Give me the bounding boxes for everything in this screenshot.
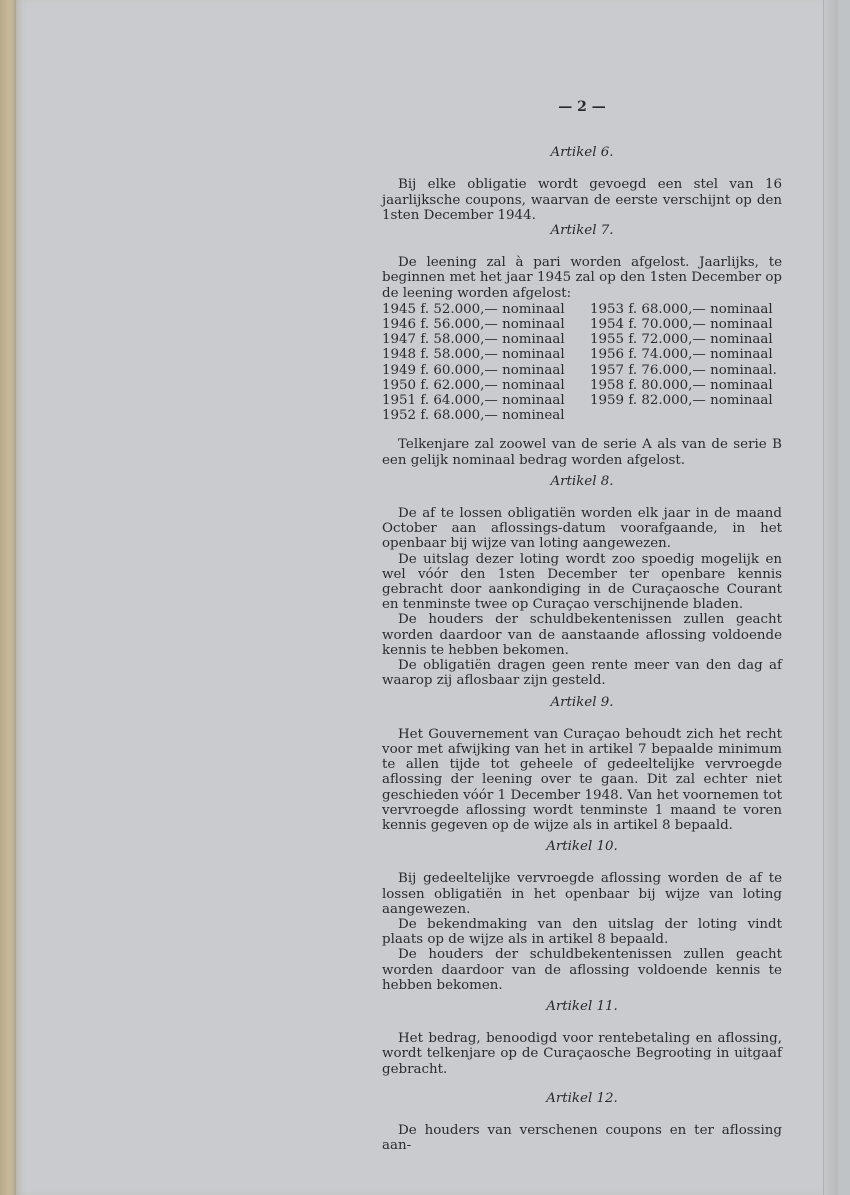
schedule-row: 1945 f. 52.000,— nominaal	[382, 301, 565, 317]
article-7-closing: Telkenjare zal zoowel van de serie A als van de serie B een gelijk nominaal bedrag worden afgelost.	[382, 437, 782, 468]
book-spine-edge	[0, 0, 14, 1195]
article-10-paragraph: Bij gedeeltelijke vervroegde aflossing worden de af te lossen obligatiën in het openbaar bij wijze van loting aangewezen.	[382, 871, 782, 917]
article-8-paragraph: De houders der schuldbekentenissen zullen geacht worden daardoor van de aanstaande aflossing voldoende kennis te hebben bekomen.	[382, 612, 782, 658]
schedule-row: 1958 f. 80.000,— nominaal	[590, 377, 773, 393]
article-11-paragraph: Het bedrag, benoodigd voor rentebetaling en aflossing, wordt telkenjare op de Curaçaosche Begrooting in uitgaaf gebracht.	[382, 1031, 782, 1077]
schedule-row: 1952 f. 68.000,— nomineal	[382, 408, 565, 424]
article-8-paragraph: De obligatiën dragen geen rente meer van den dag af waarop zij aflosbaar zijn gesteld.	[382, 658, 782, 689]
article-7-paragraph: De leening zal à pari worden afgelost. Jaarlijks, te beginnen met het jaar 1945 zal op den 1sten December op de leening worden afgelost:	[382, 255, 782, 301]
article-10-paragraph: De bekendmaking van den uitslag der loting vindt plaats op de wijze als in artikel 8 bepaald.	[382, 916, 782, 948]
schedule-row: 1949 f. 60.000,— nominaal	[382, 362, 565, 378]
article-6-heading: Artikel 6.	[550, 145, 614, 161]
schedule-column-right	[578, 302, 782, 424]
article-12-paragraph: De houders van verschenen coupons en ter aflossing aan-	[382, 1122, 782, 1154]
article-8-heading: Artikel 8.	[550, 473, 614, 489]
article-8-paragraph: De af te lossen obligatiën worden elk jaar in de maand October aan aflossings-datum voorafgaande, in het openbaar bij wijze van loting aangewezen.	[382, 506, 782, 552]
article-6-paragraph: Bij elke obligatie wordt gevoegd een stel van 16 jaarlijksche coupons, waarvan de eerste verschijnt op den 1sten December 1944.	[382, 177, 782, 223]
article-10-heading: Artikel 10.	[546, 839, 618, 855]
schedule-row: 1954 f. 70.000,— nominaal	[590, 317, 773, 333]
schedule-row: 1953 f. 68.000,— nominaal	[590, 301, 773, 317]
article-12-heading: Artikel 12.	[546, 1090, 618, 1106]
schedule-row: 1948 f. 58.000,— nominaal	[382, 347, 565, 363]
article-9-paragraph: Het Gouvernement van Curaçao behoudt zich het recht voor met afwijking van het in artikel 7 bepaalde minimum te allen tijde tot geheele of gedeeltelijke vervroegde aflossing der leening over te gaan. Dit zal echter niet geschieden vóór 1 December 1948. Van het voornemen tot vervroegde aflossing wordt tenminste 1 maand te voren kennis gegeven op de wijze als in artikel 8 bepaald.	[382, 726, 782, 833]
schedule-row: 1959 f. 82.000,— nominaal	[590, 393, 773, 409]
schedule-row: 1957 f. 76.000,— nominaal.	[590, 362, 777, 378]
schedule-row: 1955 f. 72.000,— nominaal	[590, 332, 773, 348]
schedule-row: 1946 f. 56.000,— nominaal	[382, 317, 565, 333]
schedule-row: 1956 f. 74.000,— nominaal	[590, 347, 773, 363]
page-right-edge	[823, 0, 838, 1195]
article-9-heading: Artikel 9.	[550, 694, 614, 710]
article-7-heading: Artikel 7.	[550, 223, 614, 239]
article-11-heading: Artikel 11.	[546, 998, 618, 1014]
article-10-paragraph: De houders der schuldbekentenissen zullen geacht worden daardoor van de aflossing voldoende kennis te hebben bekomen.	[382, 947, 782, 993]
page-number: — 2 —	[558, 99, 606, 115]
schedule-row: 1947 f. 58.000,— nominaal	[382, 332, 565, 348]
schedule-row: 1951 f. 64.000,— nominaal	[382, 393, 565, 409]
page-content	[382, 100, 782, 1153]
article-8-paragraph: De uitslag dezer loting wordt zoo spoedig mogelijk en wel vóór den 1sten December ter openbare kennis gebracht door aankondiging in de Curaçaosche Courant en tenminste twee op Curaçao verschijnende bladen.	[382, 551, 782, 613]
schedule-column-left	[382, 302, 574, 424]
schedule-row: 1950 f. 62.000,— nominaal	[382, 377, 565, 393]
repayment-schedule	[382, 302, 782, 424]
